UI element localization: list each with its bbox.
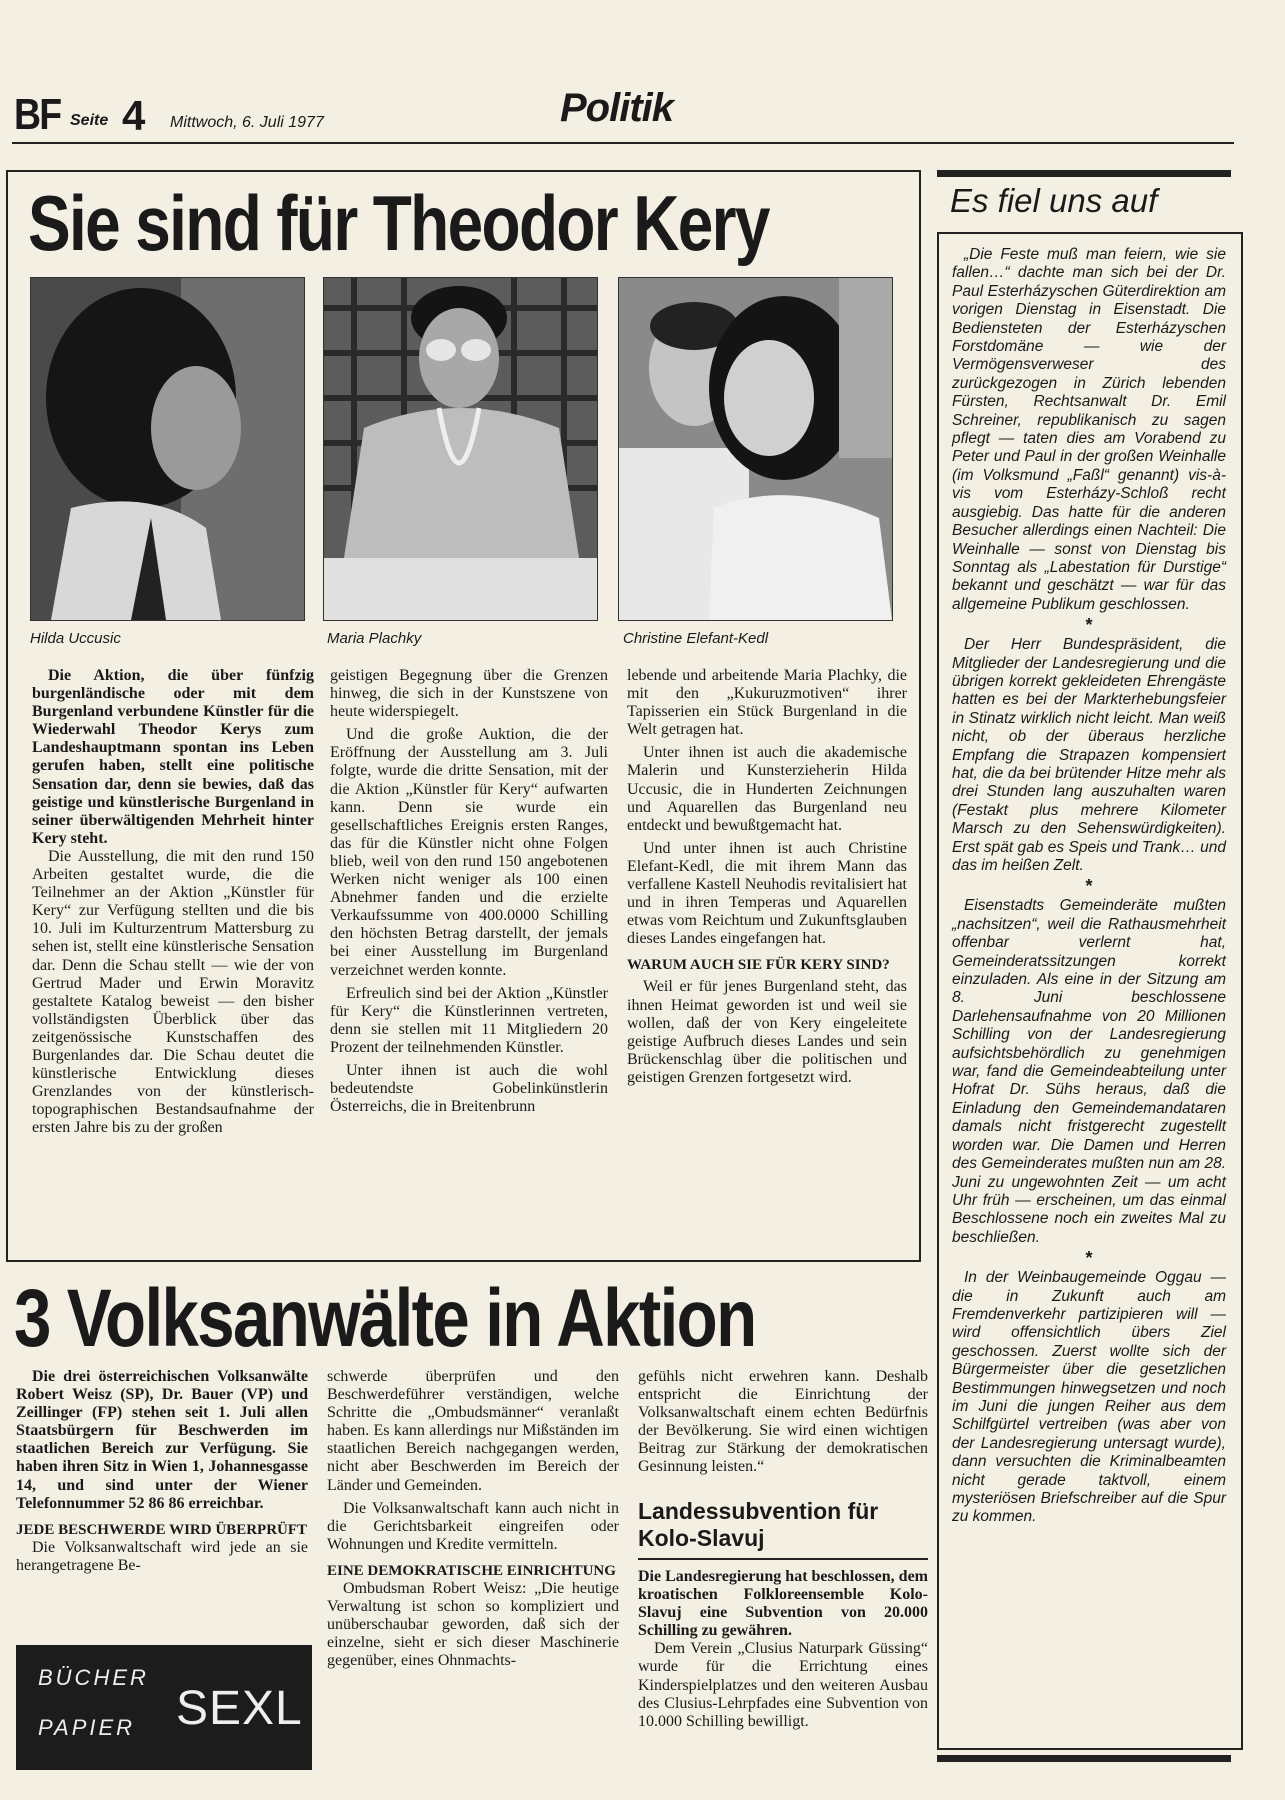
- sidebar-item: „Die Feste muß man feiern, wie sie fallen…“ dachte man sich bei der Dr. Paul Esterházyschen Güterdirektion am vorigen Dienstag in Eisenstadt. Die Bediensteten der Esterházyschen Forstdomäne — wie der Vermögensverweser des zurückgezogen in Zürich lebenden Fürsten, Rechtsanwalt Dr. Emil Schreiner, republikanisch zu sagen pflegt — taten dies am Vorabend zu Peter und Paul in der großen Weinhalle (im Volksmund „Faßl“ genannt) vis-à-vis vom Esterházy-Schloß recht ausgiebig. Das hatte für die anderen Besucher allerdings einen Nachteil: Die Weinhalle — sonst von Dienstag bis Sonntag als „Labestation für Durstige“ bekannt und geschätzt — war für das allgemeine Publikum geschlossen.: [952, 246, 1226, 613]
- masthead-rule: [12, 142, 1234, 144]
- story1-column-3: [627, 667, 907, 1087]
- portrait-illustration: [324, 278, 597, 620]
- photo-maria-plachky: [323, 277, 598, 621]
- story2-paragraph: Die Volksanwaltschaft wird jede an sie herangetragene Be-: [16, 1538, 308, 1574]
- story2-column-3: [638, 1368, 928, 1477]
- sidebar-item: Eisenstadts Gemeinderäte mußten „nachsitzen“, weil die Rathausmehrheit offenbar verlernt hat, Gemeinderatssitzungen korrekt einzuladen. Als eine in der Sitzung am 8. Juni beschlossene Darlehensaufnahme von 20 Millionen Schilling von der Landesregierung aufsichtsbehördlich zu genehmigen war, fand die Gemeindeabteilung unter Hofrat Dr. Sühs heraus, daß die Einladung den Gemeindemandataren damals nicht fristgerecht zugestellt worden war. Die Damen und Herren des Gemeinderates mußten nun am 28. Juni zu ungewohnten Zeit — um acht Uhr früh — erscheinen, um das einmal Beschlossene noch ein zweites Mal zu beschließen.: [952, 897, 1226, 1246]
- sidebar-separator: *: [1085, 876, 1093, 897]
- story1-paragraph: Weil er für jenes Burgenland steht, das ihnen Heimat geworden ist und weil sie wollen, daß der von Kery eingeleitete geistige Aufbruch dieses Landes und sein Brückenschlag über die politischen und geistigen Grenzen fortgesetzt wird.: [627, 978, 907, 1086]
- masthead-section: Politik: [560, 86, 674, 130]
- story2-subhead: JEDE BESCHWERDE WIRD ÜBERPRÜFT: [16, 1521, 308, 1538]
- sidebar-separator: *: [1085, 1248, 1093, 1269]
- story1-paragraph: lebende und arbeitende Maria Plachky, die mit den „Kukuruzmotiven“ ihrer Tapisserien ein Stück Burgenland in die Welt getragen hat.: [627, 667, 907, 739]
- masthead-date: Mittwoch, 6. Juli 1977: [170, 114, 324, 131]
- story2-paragraph: Die Volksanwaltschaft kann auch nicht in die Gerichtsbarkeit eingreifen oder Wohnungen und Kredite vermitteln.: [327, 1499, 619, 1553]
- story1-paragraph: geistigen Begegnung über die Grenzen hinweg, die sich in der Kunstszene von heute widerspiegelt.: [330, 667, 608, 721]
- story1-subhead: WARUM AUCH SIE FÜR KERY SIND?: [627, 957, 890, 974]
- story1-paragraph: Und unter ihnen ist auch Christine Elefant-Kedl, die mit ihrem Mann das verfallene Kastell Neuhodis revitalisiert hat und in ihren Temperas und Aquarellen etwas vom Reichtum und Zukunftsglauben dieses Landes eingefangen hat.: [627, 839, 907, 948]
- story1-paragraph: Unter ihnen ist auch die akademische Malerin und Kunsterzieherin Hilda Uccusic, die in Hunderten Zeichnungen und Aquarellen das Burgenland neu entdeckt und bewußtgemacht hat.: [627, 744, 907, 834]
- story1-headline: Sie sind für Theodor Kery: [28, 179, 769, 267]
- sidebar-item: In der Weinbaugemeinde Oggau — die in Zukunft auch am Fremdenverkehr partizipieren will — wird offensichtlich übers Ziel geschossen. Zuerst wollte sich der Bürgermeister über die gesetzlichen Bestimmungen hinwegsetzen und noch im Juni die jungen Reiher aus dem Schilfgürtel vertreiben (was aber von der Landesregierung untersagt wurde), dann versuchten die Kriminalbeamten nicht gerade taktvoll, einem mysteriösen Briefschreiber auf die Spur zu kommen.: [952, 1269, 1226, 1526]
- story1-lead: Die Aktion, die über fünfzig burgenländische oder mit dem Burgenland verbundene Künstler für die Wiederwahl Theodor Kerys zum Landeshauptmann spontan ins Leben gerufen haben, stellt eine politische Sensation dar, denn sie bewies, daß das geistige und künstlerische Burgenland in seiner überwältigenden Mehrheit hinter Kery steht.: [32, 667, 314, 847]
- story1-column-1: [32, 667, 314, 1137]
- kolo-body: [638, 1568, 928, 1731]
- story2-subhead: EINE DEMOKRATISCHE EINRICHTUNG: [327, 1562, 616, 1579]
- kolo-paragraph: Dem Verein „Clusius Naturpark Güssing“ wurde für die Errichtung eines Kinderspielplatzes und den weiteren Ausbau des Clusius-Lehrpfades eine Subvention von 10.000 Schilling bewilligt.: [638, 1640, 928, 1730]
- photo-caption: Maria Plachky: [327, 630, 422, 647]
- story2-paragraph: gefühls nicht erwehren kann. Deshalb entspricht die Einrichtung der Volksanwaltschaft einem echten Bedürfnis der Bevölkerung. Sie wird einen wichtigen Beitrag zur Stärkung der demokratischen Gesinnung leisten.“: [638, 1368, 928, 1476]
- kolo-rule: [638, 1558, 928, 1560]
- story1-column-2: [330, 667, 608, 1116]
- ad-line-papier: PAPIER: [38, 1715, 136, 1740]
- kolo-headline: Landessubvention für Kolo-Slavuj: [638, 1498, 879, 1551]
- ad-line-buecher: BÜCHER: [38, 1665, 149, 1690]
- sidebar-title: Es fiel uns auf: [950, 182, 1158, 219]
- sidebar-bottom-bar: [937, 1755, 1231, 1762]
- masthead-page-number: 4: [122, 92, 146, 139]
- sidebar-top-bar: [937, 170, 1231, 177]
- story1-paragraph: Die Ausstellung, die mit den rund 150 Arbeiten gestaltet wurde, die die Teilnehmer an der Aktion „Künstler für Kery“ zur Verfügung stellten und die bis 10. Juli im Kulturzentrum Mattersburg zu sehen ist, stellt eine künstlerische Sensation dar. Denn die Schau stellt — wie der von Gertrud Mader und Erwin Moravitz gestaltete Katalog beweist — den bisher vollständigsten Überblick über das zeitgenössische Kunstschaffen des Burgenlandes dar. Die Schau deutet die künstlerische Entwicklung dieses Grenzlandes von der künstlerisch-topographischen Bestandsaufnahme der ersten Jahre bis zu der großen: [32, 847, 314, 1137]
- story2-column-1: [16, 1368, 308, 1575]
- advertisement-sexl: [16, 1645, 312, 1770]
- sidebar-item: Der Herr Bundespräsident, die Mitglieder der Landesregierung und die übrigen korrekt gekleideten Ehrengäste hatten es bei der Markterhebungsfeier in Stinatz wirklich nicht leicht. Man weiß nicht, ob der überaus herzliche Empfang die Strapazen kompensiert hat, die da bei brütender Hitze mehr als drei Stunden lang auszuhalten waren (Festakt plus mehrere Kilometer Marsch zu den Sehenswürdigkeiten). Erst spät gab es Speis und Trank… und das im heißen Zelt.: [952, 636, 1226, 874]
- story1-paragraph: Und die große Auktion, die der Eröffnung der Ausstellung am 3. Juli folgte, wurde die dritte Sensation, mit der die Aktion „Künstler für Kery“ aufwarten kann. Denn sie wurde ein gesellschaftliches Ereignis ersten Ranges, das für die Künstler nicht ohne Folgen blieb, weil von den rund 150 angebotenen Werken nicht weniger als 100 einen Abnehmer fanden und die erzielte Verkaufssumme von 400.0000 Schilling den höchsten Betrag darstellt, der jemals bei einer Ausstellung im Burgenland verzeichnet werden konnte.: [330, 726, 608, 979]
- photo-caption: Hilda Uccusic: [30, 630, 121, 647]
- story2-paragraph: Ombudsman Robert Weisz: „Die heutige Verwaltung ist schon so kompliziert und unüberschaubar geworden, daß sich der einzelne, sieht er sich dieser Maschinerie gegenüber, eines Ohnmachts-: [327, 1579, 619, 1670]
- sidebar-text: [952, 246, 1226, 1527]
- story2-column-2: [327, 1368, 619, 1670]
- story2-paragraph: schwerde überprüfen und den Beschwerdeführer verständigen, welche Schritte die „Ombudsmänner“ veranlaßt haben. Es kann allerdings nur Mißständen im staatlichen Bereich nachgegangen werden, nicht aber Beschwerden im Bereich der Länder und Gemeinden.: [327, 1368, 619, 1494]
- photo-caption: Christine Elefant-Kedl: [623, 630, 769, 647]
- portrait-illustration: [619, 278, 892, 620]
- kolo-lead: Die Landesregierung hat beschlossen, dem kroatischen Folkloreensemble Kolo-Slavuj eine Subvention von 20.000 Schilling zu gewähren.: [638, 1568, 928, 1640]
- sidebar-separator: *: [1085, 615, 1093, 636]
- masthead-seite-label: Seite: [70, 112, 109, 129]
- photo-christine-elefant-kedl: [618, 277, 893, 621]
- story1-paragraph: Unter ihnen ist auch die wohl bedeutendste Gobelinkünstlerin Österreichs, die in Breitenbrunn: [330, 1061, 608, 1116]
- ad-brand: SEXL: [176, 1682, 303, 1735]
- portrait-illustration: [31, 278, 304, 620]
- story2-headline: 3 Volksanwälte in Aktion: [14, 1273, 756, 1364]
- story1-paragraph: Erfreulich sind bei der Aktion „Künstler für Kery“ die Künstlerinnen vertreten, denn sie stellen mit 11 Mitgliedern 20 Prozent der teilnehmenden Künstler.: [330, 984, 608, 1056]
- story2-lead: Die drei österreichischen Volksanwälte Robert Weisz (SP), Dr. Bauer (VP) und Zeillinger (FP) stehen seit 1. Juli allen Staatsbürgern für Beschwerden im staatlichen Bereich zur Verfügung. Sie haben ihren Sitz in Wien 1, Johannesgasse 14, und sind unter der Wiener Telefonnummer 52 86 86 erreichbar.: [16, 1368, 308, 1512]
- masthead-logo: BF: [14, 90, 61, 139]
- photo-hilda-uccusic: [30, 277, 305, 621]
